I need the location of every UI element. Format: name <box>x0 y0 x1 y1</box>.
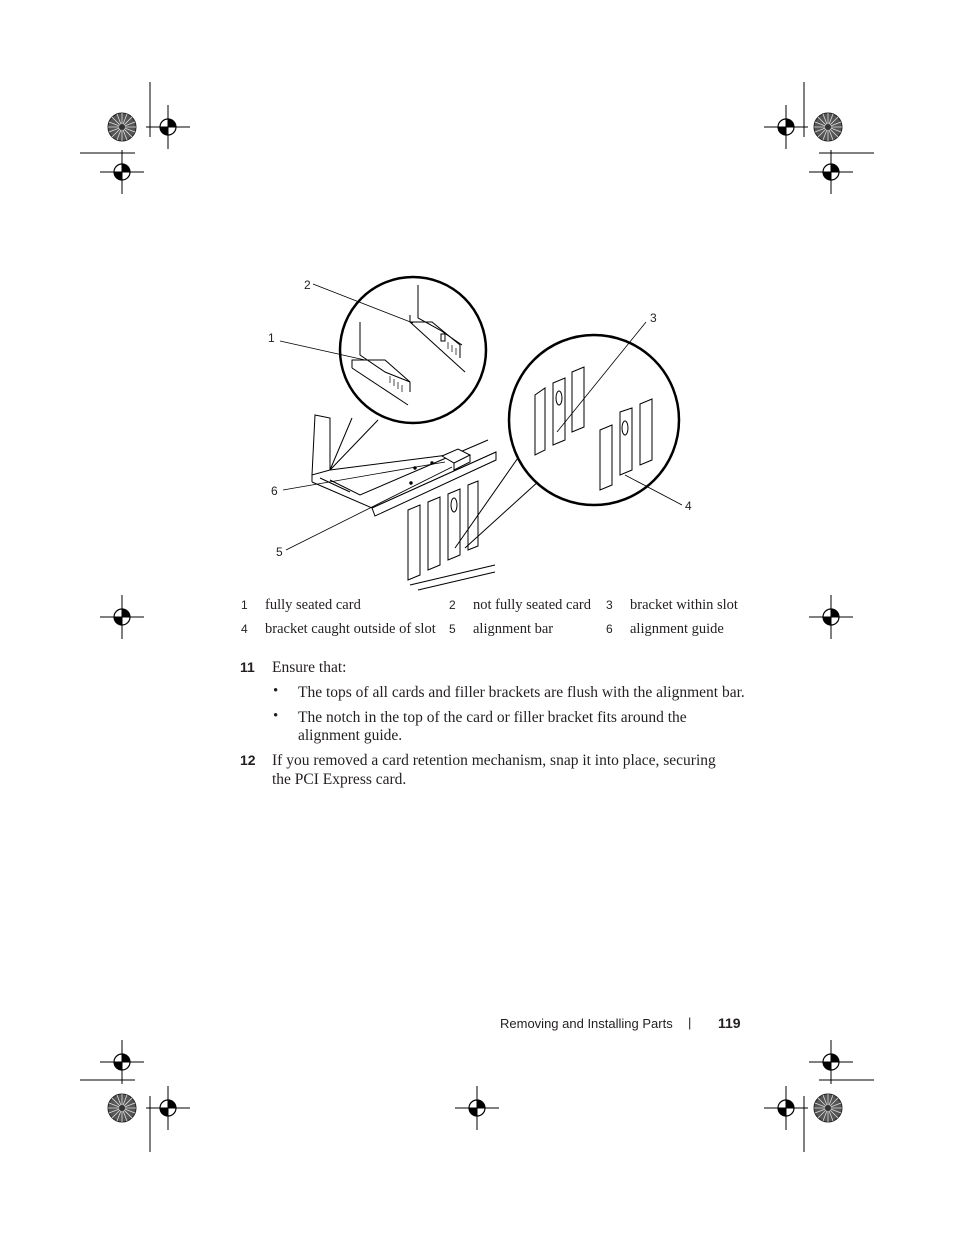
callout-1: 1 <box>268 331 275 345</box>
callout-6: 6 <box>271 484 278 498</box>
bullet-text-line: The notch in the top of the card or filler bracket fits around the <box>298 709 687 726</box>
legend-text-6: alignment guide <box>630 621 724 637</box>
footer-section-title: Removing and Installing Parts <box>500 1016 673 1031</box>
bullet-marker: • <box>273 683 279 699</box>
callout-3: 3 <box>650 311 657 325</box>
legend-num-1: 1 <box>241 598 248 612</box>
step-number-12: 12 <box>240 752 256 768</box>
card-seating-illustration <box>0 0 954 600</box>
legend-num-2: 2 <box>449 598 456 612</box>
legend-text-2: not fully seated card <box>473 597 591 613</box>
step-text-12-line1: If you removed a card retention mechanism, snap it into place, securing <box>272 752 716 769</box>
legend-num-5: 5 <box>449 622 456 636</box>
legend-text-3: bracket within slot <box>630 597 738 613</box>
bullet-text-line: The tops of all cards and filler brackets are flush with the alignment bar. <box>298 684 745 701</box>
legend-text-5: alignment bar <box>473 621 554 637</box>
legend-num-3: 3 <box>606 598 613 612</box>
legend-text-1: fully seated card <box>265 597 361 613</box>
page-number: 119 <box>718 1015 741 1031</box>
step-text-12-line2: the PCI Express card. <box>272 771 407 788</box>
footer-separator: | <box>688 1015 692 1030</box>
legend-num-4: 4 <box>241 622 248 636</box>
step-text-11: Ensure that: <box>272 659 347 676</box>
step-number-11: 11 <box>240 659 255 675</box>
callout-4: 4 <box>685 499 692 513</box>
callout-5: 5 <box>276 545 283 559</box>
callout-2: 2 <box>304 278 311 292</box>
bullet-text-line: alignment guide. <box>298 727 403 744</box>
legend-num-6: 6 <box>606 622 613 636</box>
bullet-marker: • <box>273 708 279 724</box>
legend-text-4: bracket caught outside of slot <box>265 621 436 637</box>
